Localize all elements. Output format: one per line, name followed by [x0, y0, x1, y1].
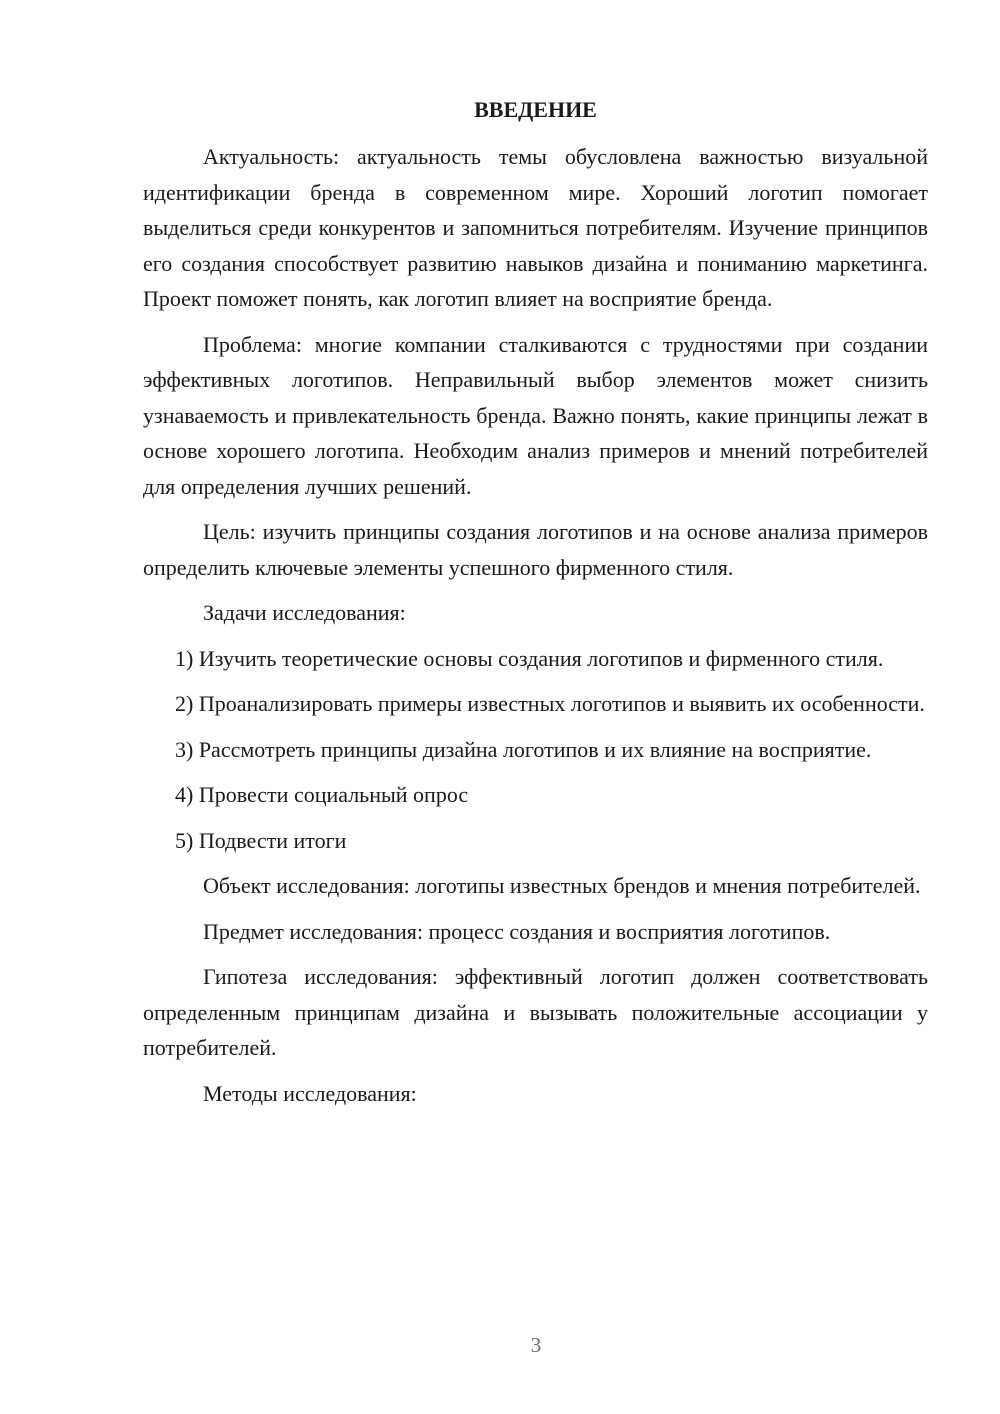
task-item-5: 5) Подвести итоги — [175, 827, 347, 853]
page-body — [143, 95, 928, 1121]
paragraph-relevance: Актуальность: актуальность темы обусловлена важностью визуальной идентификации бренда в современном мире. Хороший логотип помогает выделиться среди конкурентов и запомниться потребителям. Изучение принципов его создания способствует развитию навыков дизайна и пониманию маркетинга. Проект поможет понять, как логотип влияет на восприятие бренда. — [143, 144, 928, 311]
page-number: 3 — [530, 1333, 542, 1357]
paragraph-object: Объект исследования: логотипы известных брендов и мнения потребителей. — [203, 873, 921, 898]
task-item-3: 3) Рассмотреть принципы дизайна логотипов и их влияние на восприятие. — [175, 736, 872, 762]
paragraph-tasks-heading: Задачи исследования: — [203, 600, 406, 625]
task-item-4: 4) Провести социальный опрос — [175, 782, 469, 807]
paragraph-subject: Предмет исследования: процесс создания и восприятия логотипов. — [203, 918, 831, 944]
task-item-1: 1) Изучить теоретические основы создания логотипов и фирменного стиля. — [175, 645, 884, 671]
task-item-2: 2) Проанализировать примеры известных логотипов и выявить их особенности. — [175, 691, 925, 716]
paragraph-hypothesis: Гипотеза исследования: эффективный логотип должен соответствовать определенным принципам дизайна и вызывать положительные ассоциации у потребителей. — [143, 964, 928, 1060]
paragraph-problem: Проблема: многие компании сталкиваются с трудностями при создании эффективных логотипов. Неправильный выбор элементов может снизить узнаваемость и привлекательность бренда. Важно понять, какие принципы лежат в основе хорошего логотипа. Необходим анализ примеров и мнений потребителей для определения лучших решений. — [143, 331, 928, 499]
paragraph-methods: Методы исследования: — [203, 1080, 417, 1106]
paragraph-goal: Цель: изучить принципы создания логотипов и на основе анализа примеров определить ключевые элементы успешного фирменного стиля. — [143, 519, 928, 580]
page-title: ВВЕДЕНИЕ — [474, 97, 597, 122]
